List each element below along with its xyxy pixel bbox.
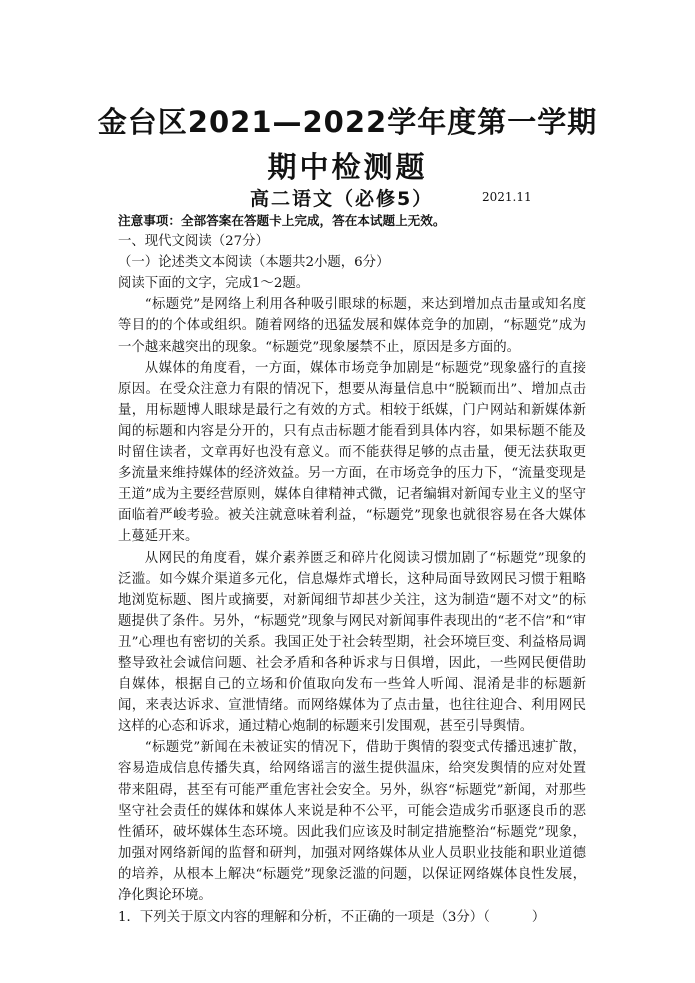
question-1-close: ）: [531, 910, 546, 926]
subtitle-row: [250, 184, 570, 210]
notice-text: 注意事项：全部答案在答题卡上完成，答在本试题上无效。: [118, 213, 446, 228]
passage-paragraph-1: “标题党”是网络上利用各种吸引眼球的标题，来达到增加点击量或知名度等目的的个体或组织。随着网络的迅猛发展和媒体竞争的加剧，“标题党”成为一个越来越突出的现象。“标题党”现象屡禁不止，原因是多方面的。: [118, 297, 586, 355]
question-1: [118, 907, 586, 928]
exam-body: [118, 210, 586, 928]
question-1-text: 1．下列关于原文内容的理解和分析，不正确的一项是（3分）（: [118, 910, 490, 926]
subsection-heading: （一）论述类文本阅读（本题共2小题，6分）: [118, 255, 390, 271]
exam-title-line1: 金台区2021—2022学年度第一学期: [97, 105, 598, 139]
reading-instruction: 阅读下面的文字，完成1～2题。: [118, 276, 310, 292]
passage-paragraph-2: 从媒体的角度看，一方面，媒体市场竞争加剧是“标题党”现象盛行的直接原因。在受众注意力有限的情况下，想要从海量信息中“脱颖而出”、增加点击量，用标题博人眼球是最行之有效的方式。相较于纸媒，门户网站和新媒体新闻的标题和内容是分开的，只有点击标题才能看到具体内容，如果标题不能及时留住读者，文章再好也没有意义。而不能获得足够的点击量，便无法获取更多流量来维持媒体的经济效益。另一方面，在市场竞争的压力下，“流量变现是王道”成为主要经营原则，媒体自律精神式微，记者编辑对新闻专业主义的坚守面临着严峻考验。被关注就意味着利益，“标题党”现象也就很容易在各大媒体上蔓延开来。: [118, 360, 586, 545]
passage-paragraph-3: 从网民的角度看，媒介素养匮乏和碎片化阅读习惯加剧了“标题党”现象的泛滥。如今媒介渠道多元化，信息爆炸式增长，这种局面导致网民习惯于粗略地浏览标题、图片或摘要，对新闻细节却甚少关注，这为制造“题不对文”的标题提供了条件。另外，“标题党”现象与网民对新闻事件表现出的“老不信”和“审丑”心理也有密切的关系。我国正处于社会转型期，社会环境巨变、利益格局调整导致社会诚信问题、社会矛盾和各种诉求与日俱增，因此，一些网民便借助自媒体，根据自己的立场和价值取向发布一些耸人听闻、混淆是非的标题新闻，来表达诉求、宣泄情绪。而网络媒体为了点击量，也往往迎合、利用网民这样的心态和诉求，通过精心炮制的标题来引发围观，甚至引导舆情。: [118, 550, 586, 735]
exam-date: 2021.11: [482, 190, 532, 204]
section-heading: 一、现代文阅读（27分）: [118, 234, 269, 250]
exam-title-line2: 期中检测题: [267, 150, 428, 184]
subject-subtitle: 高二语文（必修5）: [250, 188, 434, 210]
passage-paragraph-4: “标题党”新闻在未被证实的情况下，借助于舆情的裂变式传播迅速扩散，容易造成信息传播失真，给网络谣言的滋生提供温床，给突发舆情的应对处置带来阻碍，甚至有可能严重危害社会安全。另外，纵容“标题党”新闻，对那些坚守社会责任的媒体和媒体人来说是种不公平，可能会造成劣币驱逐良币的恶性循环，破坏媒体生态环境。因此我们应该及时制定措施整治“标题党”现象，加强对网络新闻的监督和研判，加强对网络媒体从业人员职业技能和职业道德的培养，从根本上解决“标题党”现象泛滥的问题，以保证网络媒体良性发展，净化舆论环境。: [118, 740, 586, 903]
